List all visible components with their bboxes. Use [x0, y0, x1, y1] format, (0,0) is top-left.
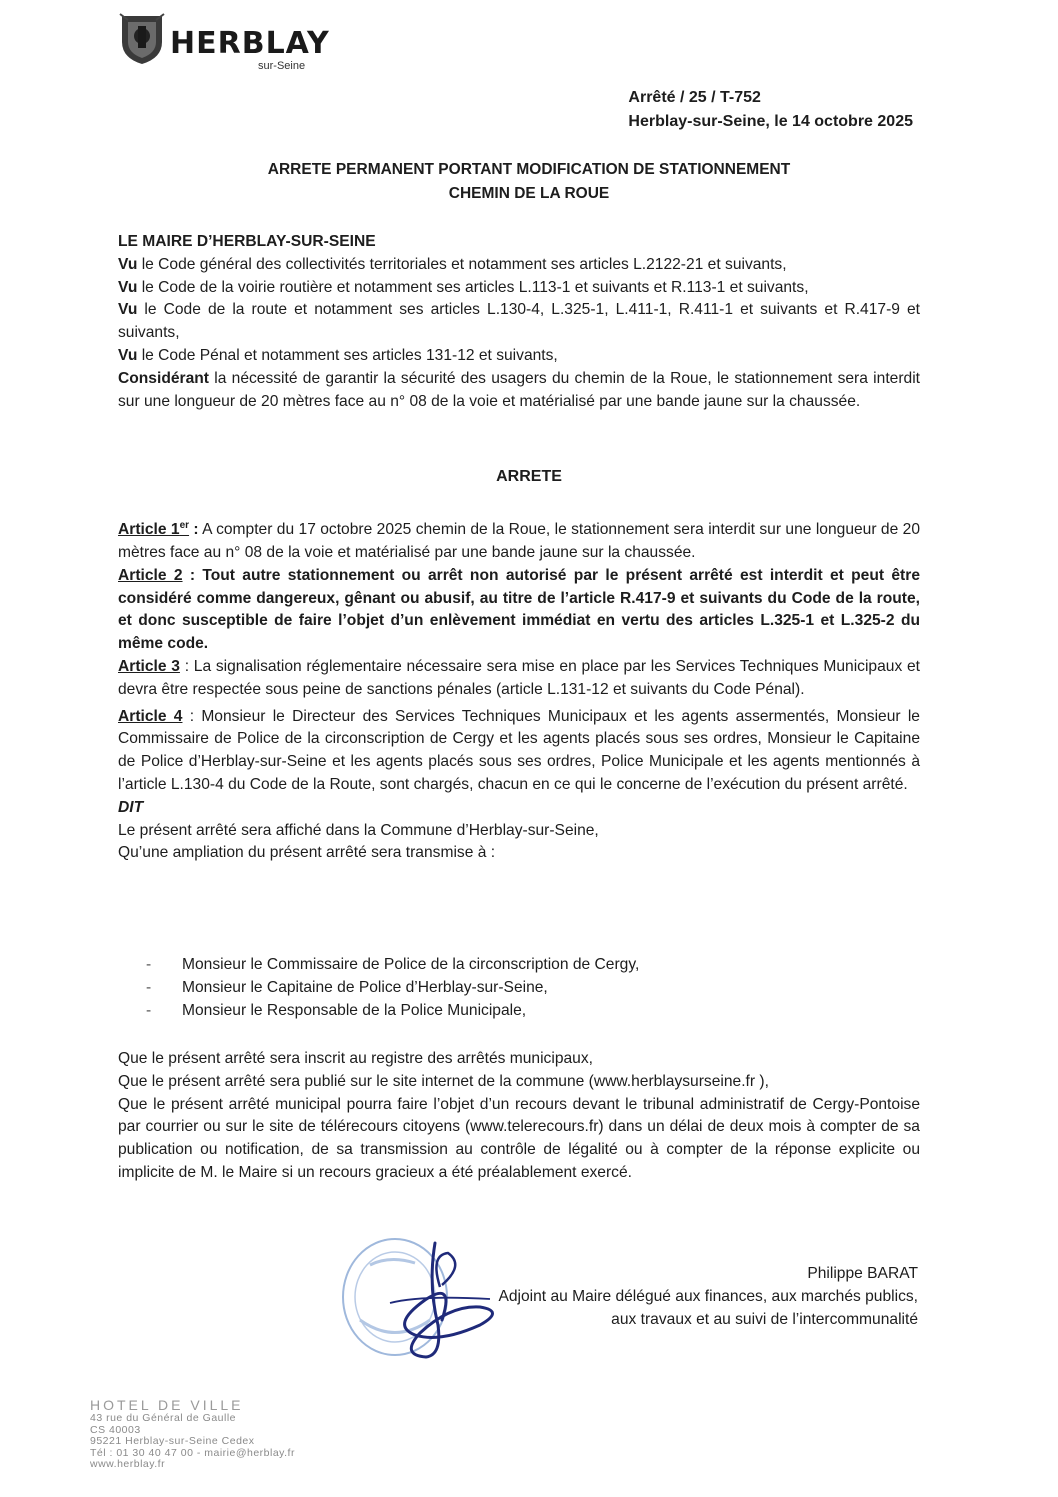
article-2	[118, 565, 920, 656]
signatory-name: Philippe BARAT	[807, 1265, 918, 1282]
vu-label: Vu	[118, 278, 138, 296]
recipient-text: Monsieur le Commissaire de Police de la circonscription de Cergy,	[182, 956, 640, 973]
list-item	[146, 976, 639, 999]
logo-name: HERBLAY	[170, 26, 330, 61]
article-2-label: Article 2	[118, 566, 183, 584]
title-line-1: ARRETE PERMANENT PORTANT MODIFICATION DE STATIONNEMENT	[267, 161, 791, 178]
document-title	[0, 158, 1058, 206]
vu-text: le Code de la voirie routière et notamment ses articles L.113-1 et suivants et R.113-1 et suivants,	[137, 278, 809, 296]
dash-bullet-icon: -	[146, 956, 152, 973]
vu-label: Vu	[118, 255, 138, 273]
article-4-label: Article 4	[118, 707, 183, 725]
coat-of-arms-icon	[118, 12, 166, 66]
vu-text: le Code de la route et notamment ses articles L.130-4, L.325-1, L.411-1, R.411-1 et suivants et R.417-9 et suivants,	[118, 301, 920, 342]
article-1-text: A compter du 17 octobre 2025 chemin de la Roue, le stationnement sera interdit sur une longueur de 20 mètres face au n° 08 de la voie et matérialisé par une bande jaune sur la chaussée.	[118, 521, 920, 561]
article-3-text: : La signalisation réglementaire nécessaire sera mise en place par les Services Techniques Municipaux et devra être respectée sous peine de sanctions pénales (article L.131-12 et suivants du Code Pénal).	[118, 657, 920, 698]
article-4-text: : Monsieur le Directeur des Services Techniques Municipaux et les agents assermentés, Monsieur le Commissaire de Police de la circonscription de Cergy et les agents placés sous ses ordres, Monsieur le Capitaine de Police d’Herblay-sur-Seine et les agents placés sous ses ordres, Police Municipale et les agents mentionnés à l’article L.130-4 du Code de la Route, sont chargés, chacun en ce qui le concerne de l’exécution du présent arrêté.	[118, 707, 920, 793]
article-1-label-text: Article 1	[118, 521, 180, 539]
footer-heading: HOTEL DE VILLE	[90, 1397, 244, 1413]
vu-paragraph-3	[118, 299, 920, 345]
preamble	[118, 231, 920, 413]
article-1-sup: er	[179, 520, 190, 531]
article-2-text: : Tout autre stationnement ou arrêt non autorisé par le présent arrêté est interdit et peut être considéré comme dangereux, gênant ou abusif, au titre de l’article R.417-9 et suivants du Code de la route, et donc susceptible de faire l’objet d’un enlèvement immédiat en vertu des articles L.325-1 et L.325-2 du même code.	[118, 566, 920, 653]
dash-bullet-icon: -	[146, 1002, 152, 1019]
maire-heading: LE MAIRE D’HERBLAY-SUR-SEINE	[118, 233, 376, 250]
recipients-list	[146, 953, 639, 1022]
place-date: Herblay-sur-Seine, le 14 octobre 2025	[628, 113, 913, 130]
vu-label: Vu	[118, 301, 138, 319]
vu-label: Vu	[118, 346, 138, 364]
signatory-role-1: Adjoint au Maire délégué aux finances, aux marchés publics,	[498, 1288, 918, 1305]
list-item	[146, 999, 639, 1022]
signatory-role-2: aux travaux et au suivi de l’intercommunalité	[611, 1311, 918, 1328]
closing-paragraph-1: Que le présent arrêté sera inscrit au registre des arrêtés municipaux,	[118, 1050, 593, 1067]
article-3	[118, 656, 920, 702]
title-line-2: CHEMIN DE LA ROUE	[448, 185, 610, 202]
ref-number: Arrêté / 25 / T-752	[628, 89, 761, 106]
arrete-heading: ARRETE	[496, 468, 562, 485]
footer-line: Tél : 01 30 40 47 00 - mairie@herblay.fr	[90, 1446, 295, 1459]
article-1	[118, 515, 920, 565]
vu-text: le Code Pénal et notamment ses articles 131-12 et suivants,	[137, 346, 558, 364]
article-3-label: Article 3	[118, 657, 180, 675]
closing-paragraph-3: Que le présent arrêté municipal pourra faire l’objet d’un recours devant le tribunal administratif de Cergy-Pontoise par courrier ou sur le site de télérecours citoyens (www.telerecours.fr) dans un délai de deux mois à compter de sa publication ou notification, de sa transmission au contrôle de légalité ou à compter de la réponse explicite ou implicite de M. le Maire si un recours gracieux a été préalablement exercé.	[118, 1095, 920, 1181]
considerant-paragraph	[118, 368, 920, 414]
closing-paragraph-2: Que le présent arrêté sera publié sur le site internet de la commune (www.herblaysurseine.fr ),	[118, 1072, 769, 1090]
considerant-text: la nécessité de garantir la sécurité des usagers du chemin de la Roue, le stationnement sera interdit sur une longueur de 20 mètres face au n° 08 de la voie et matérialisé par une bande jaune sur la chaussée.	[118, 369, 920, 410]
dit-line-2: Qu’une ampliation du présent arrêté sera transmise à :	[118, 844, 496, 862]
list-item	[146, 953, 639, 976]
signature-block	[498, 1262, 918, 1331]
footer-address	[90, 1397, 295, 1471]
vu-paragraph-1	[118, 254, 920, 277]
considerant-label: Considérant	[118, 369, 209, 387]
footer-line: 95221 Herblay-sur-Seine Cedex	[90, 1435, 255, 1447]
logo-subtitle: sur-Seine	[258, 60, 306, 72]
footer-line: www.herblay.fr	[90, 1458, 166, 1470]
footer-line: 43 rue du Général de Gaulle	[90, 1412, 237, 1424]
dit-line-1: Le présent arrêté sera affiché dans la Commune d’Herblay-sur-Seine,	[118, 821, 599, 839]
dit-label: DIT	[118, 798, 144, 816]
vu-paragraph-2	[118, 277, 920, 300]
vu-paragraph-4	[118, 345, 920, 368]
article-4	[118, 706, 920, 797]
recipient-text: Monsieur le Capitaine de Police d’Herblay-sur-Seine,	[182, 979, 548, 996]
dash-bullet-icon: -	[146, 979, 152, 996]
document-reference	[628, 86, 913, 134]
closing	[118, 1048, 920, 1185]
article-1-colon: :	[189, 521, 199, 539]
footer-line: CS 40003	[90, 1423, 141, 1436]
recipient-text: Monsieur le Responsable de la Police Municipale,	[182, 1002, 527, 1019]
articles	[118, 515, 920, 865]
vu-text: le Code général des collectivités territoriales et notamment ses articles L.2122-21 et suivants,	[137, 255, 787, 273]
herblay-logo	[118, 12, 338, 72]
article-1-label	[118, 521, 189, 538]
